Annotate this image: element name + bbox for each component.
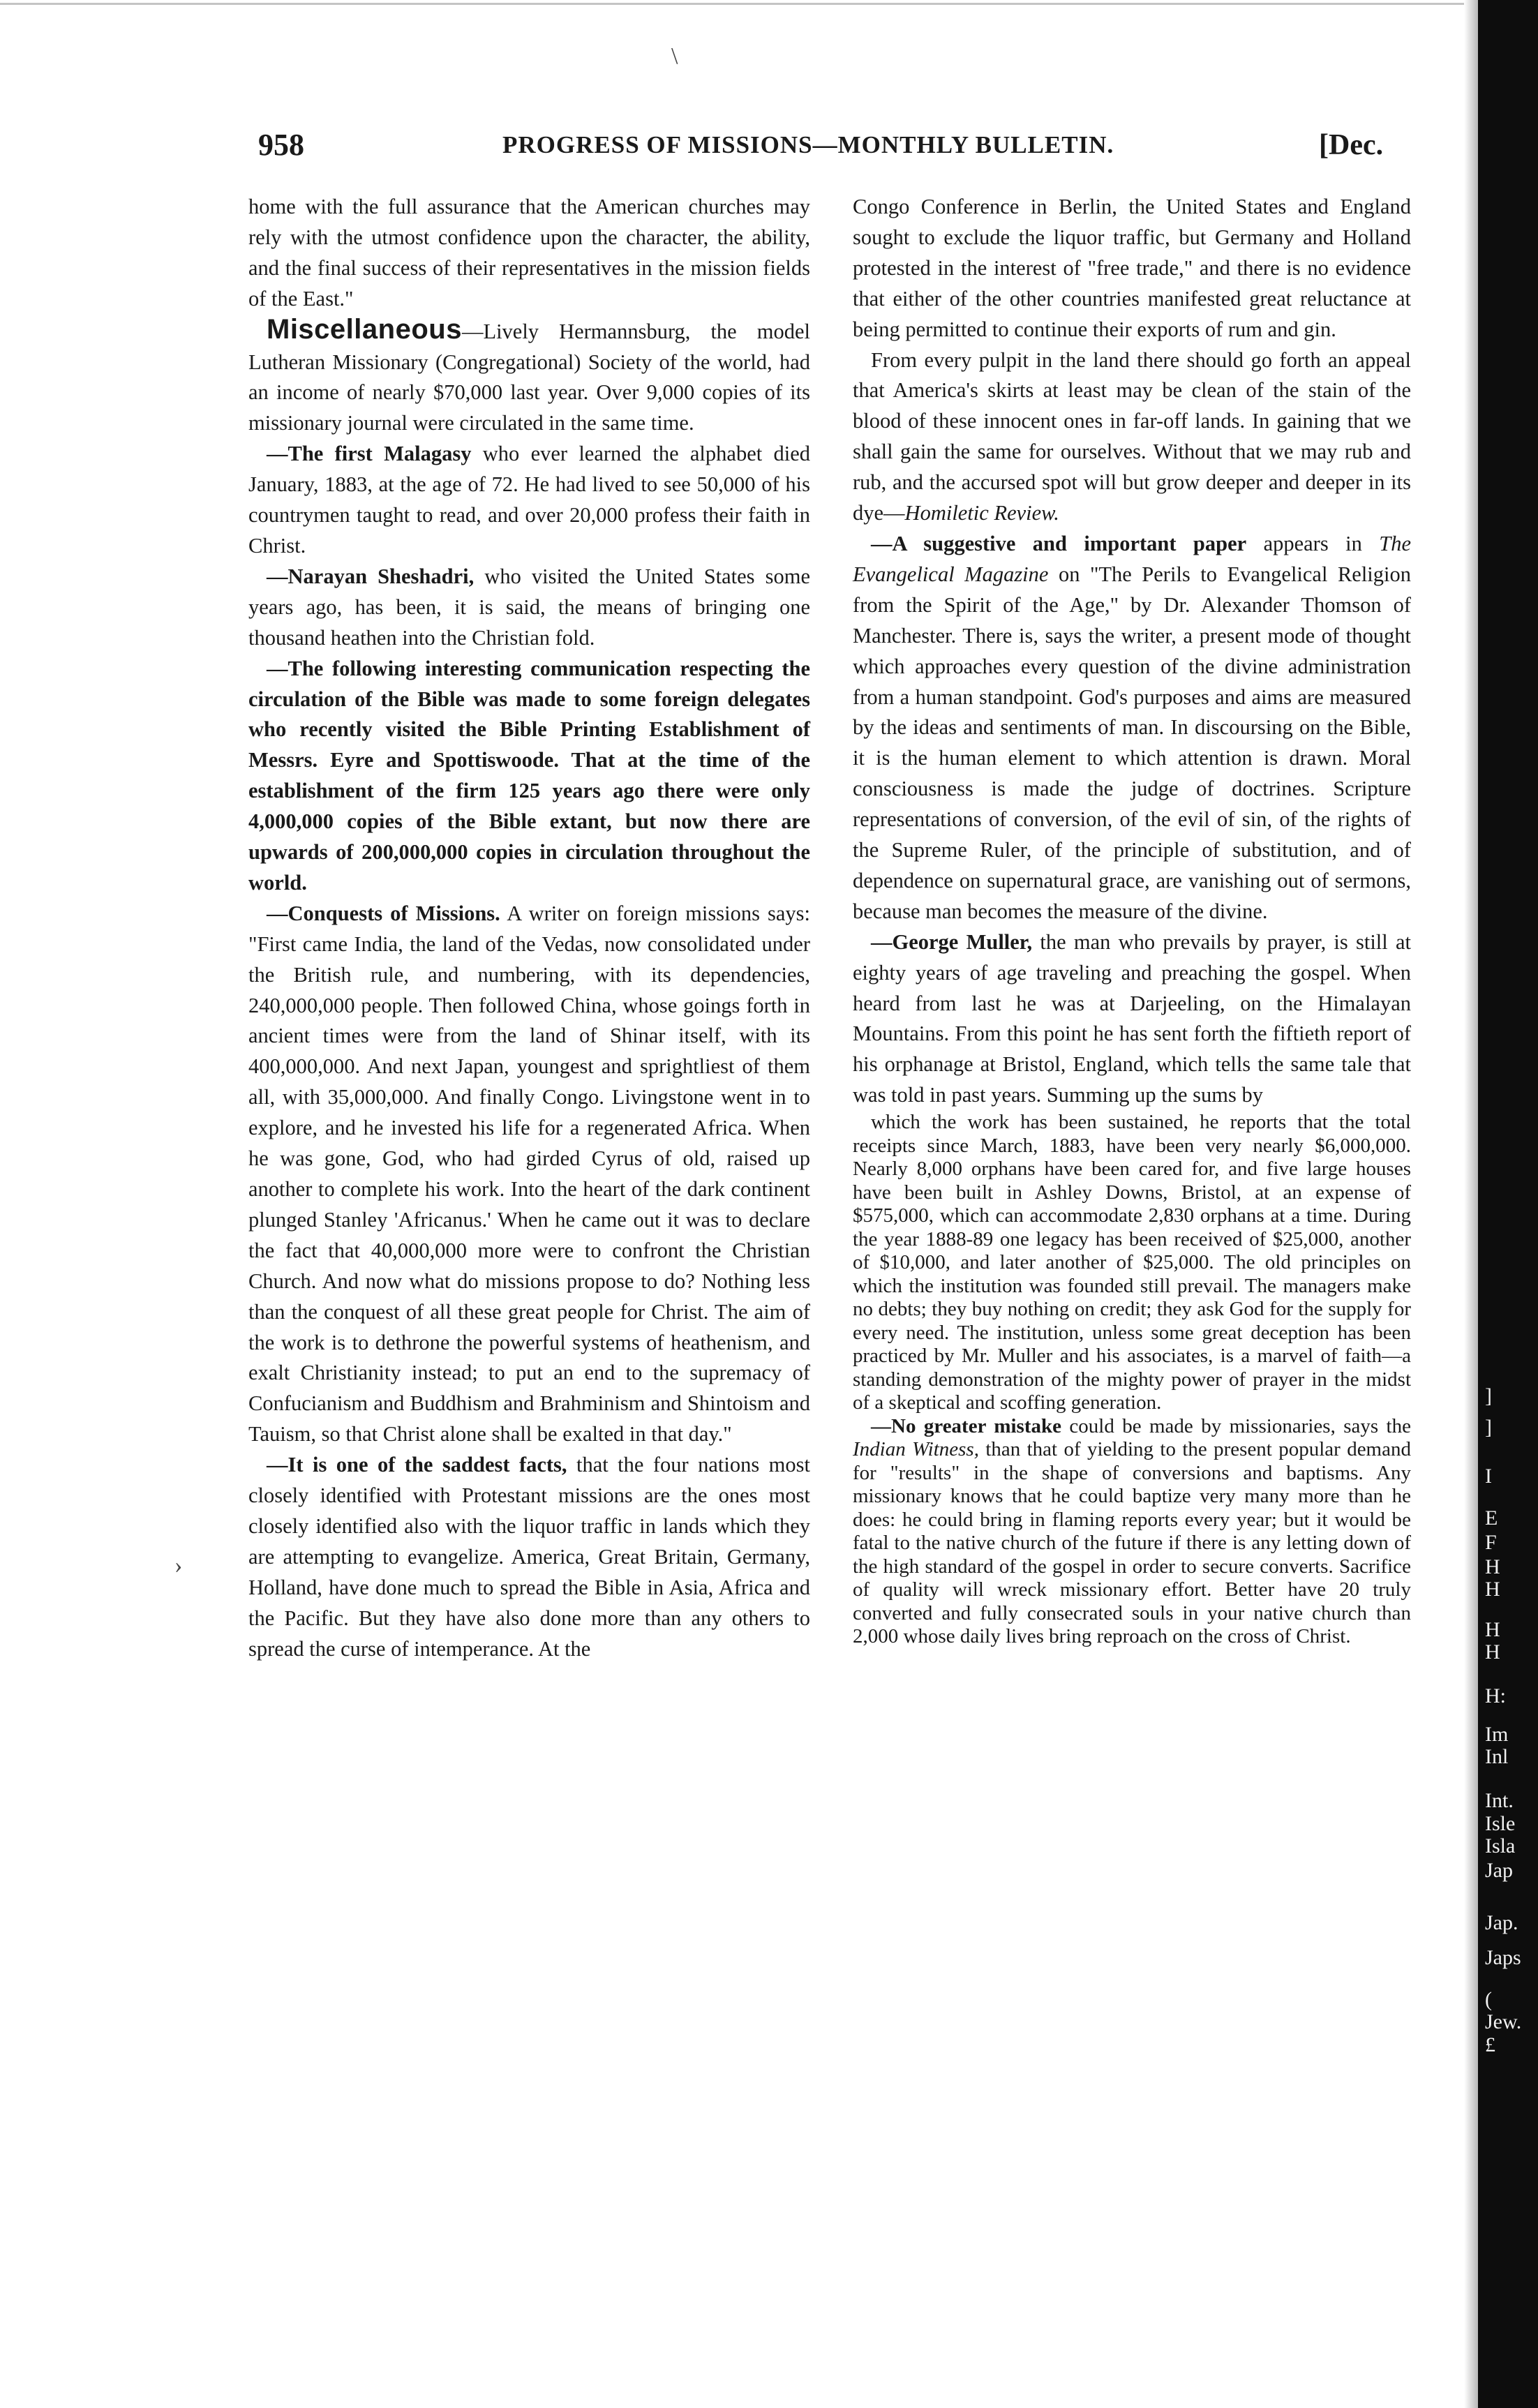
running-header	[244, 127, 1535, 169]
margin-fragment: H	[1485, 1555, 1500, 1578]
right-column	[853, 192, 1411, 1649]
margin-fragment: F	[1485, 1531, 1497, 1554]
issue-month: [Dec.	[1319, 129, 1384, 161]
publication-title: The Evangelical Magazine	[853, 531, 1411, 586]
page-number: 958	[258, 128, 304, 162]
left-column	[248, 192, 810, 1665]
margin-fragment: Japs	[1485, 1946, 1521, 1969]
paragraph-text: which the work has been sustained, he reports that the total receipts since March, 1883, have been very nearly $6,000,000. Nearly 8,000 orphans have been cared for, and five large houses have been built in Ashley Downs, Bristol, at an expense of $575,000, which can accommodate 2,830 orphans at a time. During the year 1888-89 one legacy has been received of $25,000, another of $10,000, and later another of $25,000. The old principles on which the institution was founded still prevail. The managers make no debts; they buy nothing on credit; they ask God for the supply for every need. The institution, unless some great deception has been practiced by Mr. Muller and his associates, is a marvel of faith—a standing demonstration of the mighty power of prayer in the midst of a skeptical and scoffing generation.	[853, 1111, 1411, 1414]
paragraph-text: that the four nations most closely identified with Protestant missions are the ones most closely identified also with the liquor traffic in lands which they are attempting to evangelize. America, Great Britain, Germany, Holland, have done much to spread the Bible in Asia, Africa and the Pacific. But they have also done more than any others to spread the curse of intemperance. At the	[248, 1453, 810, 1661]
paragraph-text: on "The Perils to Evangelical Religion from the Spirit of the Age," by Dr. Alexander Thomson of Manchester. There is, says the writer, a present mode of thought which approaches every question of the divine administration from a human standpoint. God's purposes and aims are measured by the ideas and sentiments of man. In discoursing on the Bible, it is the human element to which attention is drawn. Moral consciousness is made the judge of doctrines. Scripture representations of conversion, of the evil of sin, of the rights of the Supreme Ruler, of the principle of substitution, and of dependence on supernatural grace, are vanishing out of sermons, because man becomes the measure of the divine.	[853, 562, 1411, 923]
margin-fragment: Isla	[1485, 1834, 1516, 1857]
margin-fragment: I	[1485, 1465, 1492, 1488]
paragraph-text: appears in	[1246, 531, 1380, 555]
margin-fragment: Int.	[1485, 1789, 1514, 1812]
article-paragraph	[853, 192, 1411, 345]
margin-fragment: £	[1485, 2033, 1495, 2056]
running-title: PROGRESS OF MISSIONS—MONTHLY BULLETIN.	[502, 131, 1114, 158]
article-paragraph	[853, 1111, 1411, 1415]
margin-fragment: Inl	[1485, 1745, 1509, 1768]
article-paragraph	[248, 562, 810, 654]
publication-title: Indian Witness,	[853, 1438, 979, 1461]
margin-mark-arrow: ›	[174, 1553, 183, 1578]
scan-top-edge	[0, 3, 1538, 5]
margin-fragment: Isle	[1485, 1812, 1516, 1835]
margin-fragment: Jap	[1485, 1859, 1513, 1882]
paragraph-text: Congo Conference in Berlin, the United States and England sought to exclude the liquor traffic, but Germany and Holland protested in the interest of "free trade," and there is no evidence that either of the other countries manifested great reluctance at being permitted to continue their exports of rum and gin.	[853, 195, 1411, 341]
paragraph-text: A writer on foreign missions says: "First came India, the land of the Vedas, now consolidated under the British rule, and numbering, with its dependencies, 240,000,000 people. Then followed China, whose goings forth in ancient times were from the land of Shinar itself, with its 400,000,000. And next Japan, youngest and sprightliest of them all, with 35,000,000. And finally Congo. Livingstone went in to explore, and he invested his life for a regenerated Africa. When he was gone, God, who had girded Cyrus of old, raised up another to complete his work. Into the heart of the dark continent plunged Stanley 'Africanus.' When he came out it was to declare the fact that 40,000,000 more were to confront the Christian Church. And now what do missions propose to do? Nothing less than the conquest of all these great people for Christ. The aim of the work is to dethrone the powerful systems of heathenism, and exalt Christianity instead; to put an end to the supremacy of Confucianism and Buddhism and Brahminism and Shintoism and Tauism, so that Christ alone shall be exalted in that day."	[248, 901, 811, 1446]
paragraph-heading: —Narayan Sheshadri,	[267, 564, 475, 588]
article-paragraph	[853, 345, 1411, 529]
publication-title: Homiletic Review.	[904, 501, 1059, 525]
article-paragraph	[853, 529, 1411, 927]
margin-fragment: Im	[1485, 1723, 1509, 1746]
margin-fragment: ]	[1485, 1416, 1492, 1439]
paragraph-heading: —Conquests of Missions.	[267, 901, 500, 925]
margin-fragment: H	[1485, 1618, 1500, 1641]
article-paragraph	[248, 899, 810, 1450]
scan-speck: \	[671, 43, 678, 69]
margin-fragment: H:	[1485, 1684, 1506, 1707]
margin-fragment: Jew.	[1485, 2010, 1522, 2033]
paragraph-text: who ever learned the alphabet died January, 1883, at the age of 72. He had lived to see 50,000 of his countrymen taught to read, and over 20,000 profess their faith in Christ.	[248, 442, 810, 558]
paragraph-heading: —George Muller,	[871, 929, 1033, 954]
article-paragraph	[853, 1415, 1411, 1649]
article-paragraph	[853, 927, 1411, 1111]
paragraph-text: who visited the United States some years ago, has been, it is said, the means of bringing one thousand heathen into the Christian fold.	[248, 564, 811, 650]
paragraph-text: From every pulpit in the land there should go forth an appeal that America's skirts at least may be clean of the stain of the blood of these innocent ones in far-off lands. In gaining that we shall gain the same for ourselves. Without that we may rub and rub, and the accursed spot will but grow deeper and deeper in its dye—	[853, 347, 1411, 525]
margin-fragment: H	[1485, 1578, 1500, 1601]
paragraph-heading: Miscellaneous	[267, 313, 462, 345]
article-paragraph	[248, 1450, 810, 1664]
article-paragraph	[248, 315, 810, 440]
margin-fragment: ]	[1485, 1384, 1492, 1407]
article-paragraph	[248, 192, 810, 315]
margin-fragment: E	[1485, 1506, 1498, 1530]
paragraph-text: could be made by missionaries, says the	[1061, 1414, 1411, 1437]
article-paragraph	[248, 654, 810, 899]
margin-fragment: H	[1485, 1640, 1500, 1663]
page-gutter-shadow	[1464, 0, 1478, 2408]
paragraph-heading: —No greater mistake	[871, 1414, 1061, 1437]
margin-fragment: (	[1485, 1988, 1492, 2011]
paragraph-heading: —A suggestive and important paper	[871, 531, 1247, 555]
paragraph-heading: —It is one of the saddest facts,	[267, 1453, 567, 1477]
margin-fragment: Jap.	[1485, 1911, 1518, 1934]
paragraph-text: —Lively Hermannsburg, the model Lutheran Missionary (Congregational) Society of the world, had an income of nearly $70,000 last year. Over 9,000 copies of its missionary journal were circulated in the same time.	[248, 319, 810, 435]
paragraph-heading: —The following interesting communication respecting the circulation of the Bible was made to some foreign delegates who recently visited the Bible Printing Establishment of Messrs. Eyre and Spottiswoode. That at the time of the establishment of the firm 125 years ago there were only 4,000,000 copies of the Bible extant, but now there are upwards of 200,000,000 copies in circulation throughout the world.	[248, 656, 810, 895]
paragraph-text: than that of yielding to the present popular demand for "results" in the shape of conversions and baptisms. Any missionary knows that he could baptize very many more than he does: he could bring in flaming reports every year; but it would be fatal to the native church of the future if there is any letting down of the high standard of the gospel in order to secure converts. Sacrifice of quality will wreck missionary effort. Better have 20 truly converted and fully consecrated souls in your native church than 2,000 whose daily lives bring reproach on the cross of Christ.	[853, 1438, 1411, 1648]
paragraph-heading: —The first Malagasy	[267, 442, 472, 466]
paragraph-text: home with the full assurance that the American churches may rely with the utmost confidence upon the character, the ability, and the final success of their representatives in the mission fields of the East."	[248, 195, 810, 311]
paragraph-text: the man who prevails by prayer, is still at eighty years of age traveling and preaching the gospel. When heard from last he was at Darjeeling, on the Himalayan Mountains. From this point he has sent forth the fiftieth report of his orphanage at Bristol, England, which tells the same tale that was told in past years. Summing up the sums by	[853, 929, 1411, 1107]
article-paragraph	[248, 439, 810, 562]
